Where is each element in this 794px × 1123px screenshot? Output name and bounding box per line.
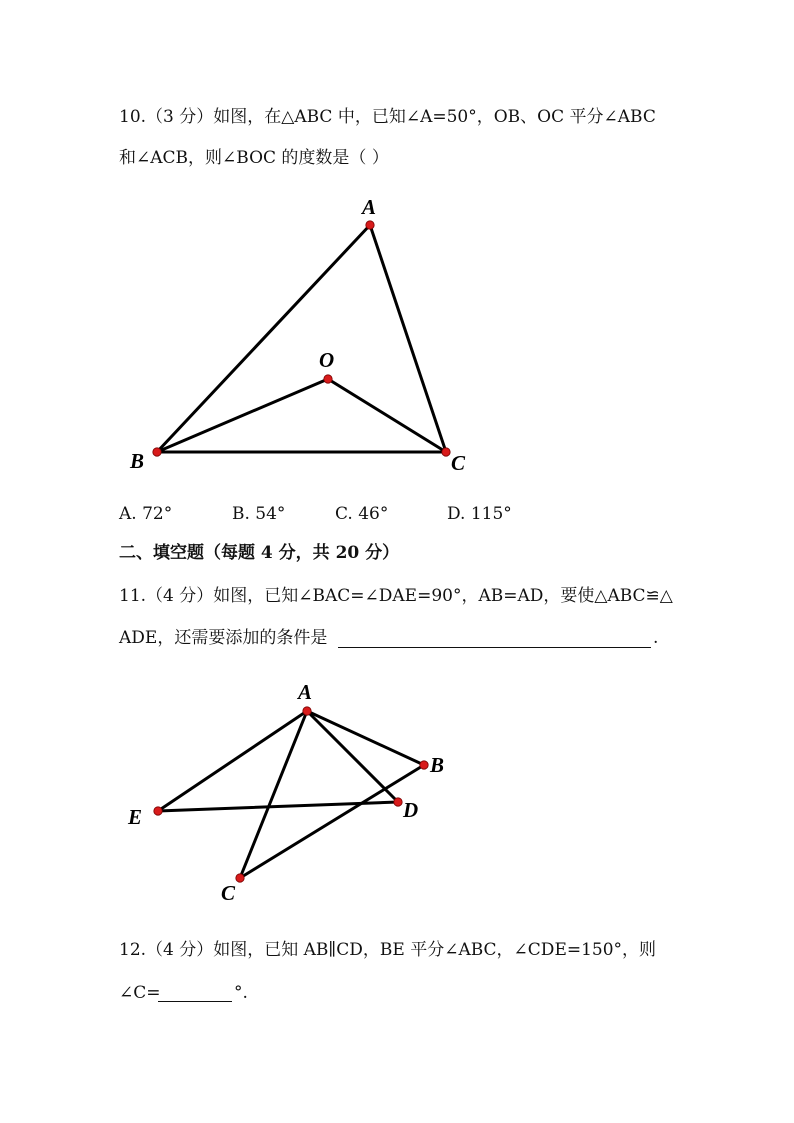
q10-text-line2: 和∠ACB，则∠BOC 的度数是（ ） <box>119 148 389 168</box>
label-C: C <box>451 451 466 475</box>
label-A: A <box>362 195 377 219</box>
q10-option-b: B. 54° <box>232 504 286 524</box>
edge-AB <box>307 711 424 765</box>
label-O: O <box>319 348 335 372</box>
point-E <box>154 807 162 815</box>
label-B: B <box>130 449 145 473</box>
label-A: A <box>298 680 313 704</box>
q12-line2-end: °. <box>234 983 248 1003</box>
point-B <box>420 761 428 769</box>
point-D <box>394 798 402 806</box>
label-C: C <box>221 881 236 905</box>
label-E: E <box>128 805 143 829</box>
point-A <box>303 707 311 715</box>
q12-text-line1: 12.（4 分）如图，已知 AB∥CD，BE 平分∠ABC，∠CDE=150°，则 <box>119 940 657 960</box>
label-B: B <box>430 753 445 777</box>
q11-line2-period: . <box>653 628 659 648</box>
edge-AC <box>240 711 307 878</box>
q12-line2-start: ∠C= <box>119 983 161 1003</box>
label-D: D <box>403 798 419 822</box>
section-title-fill-in: 二、填空题（每题 4 分，共 20 分） <box>119 543 400 563</box>
edge-CB <box>240 765 424 878</box>
q12-answer-blank[interactable] <box>158 1001 232 1002</box>
q10-option-c: C. 46° <box>335 504 389 524</box>
edge-AE <box>158 711 307 811</box>
q10-text-line1: 10.（3 分）如图，在△ABC 中，已知∠A=50°，OB、OC 平分∠ABC <box>119 107 656 127</box>
q11-text-line2: ADE，还需要添加的条件是 <box>119 628 328 648</box>
q10-option-d: D. 115° <box>447 504 512 524</box>
q10-option-a: A. 72° <box>119 504 173 524</box>
point-C <box>236 874 244 882</box>
q11-text-line1: 11.（4 分）如图，已知∠BAC=∠DAE=90°，AB=AD，要使△ABC≌△ <box>119 586 673 606</box>
